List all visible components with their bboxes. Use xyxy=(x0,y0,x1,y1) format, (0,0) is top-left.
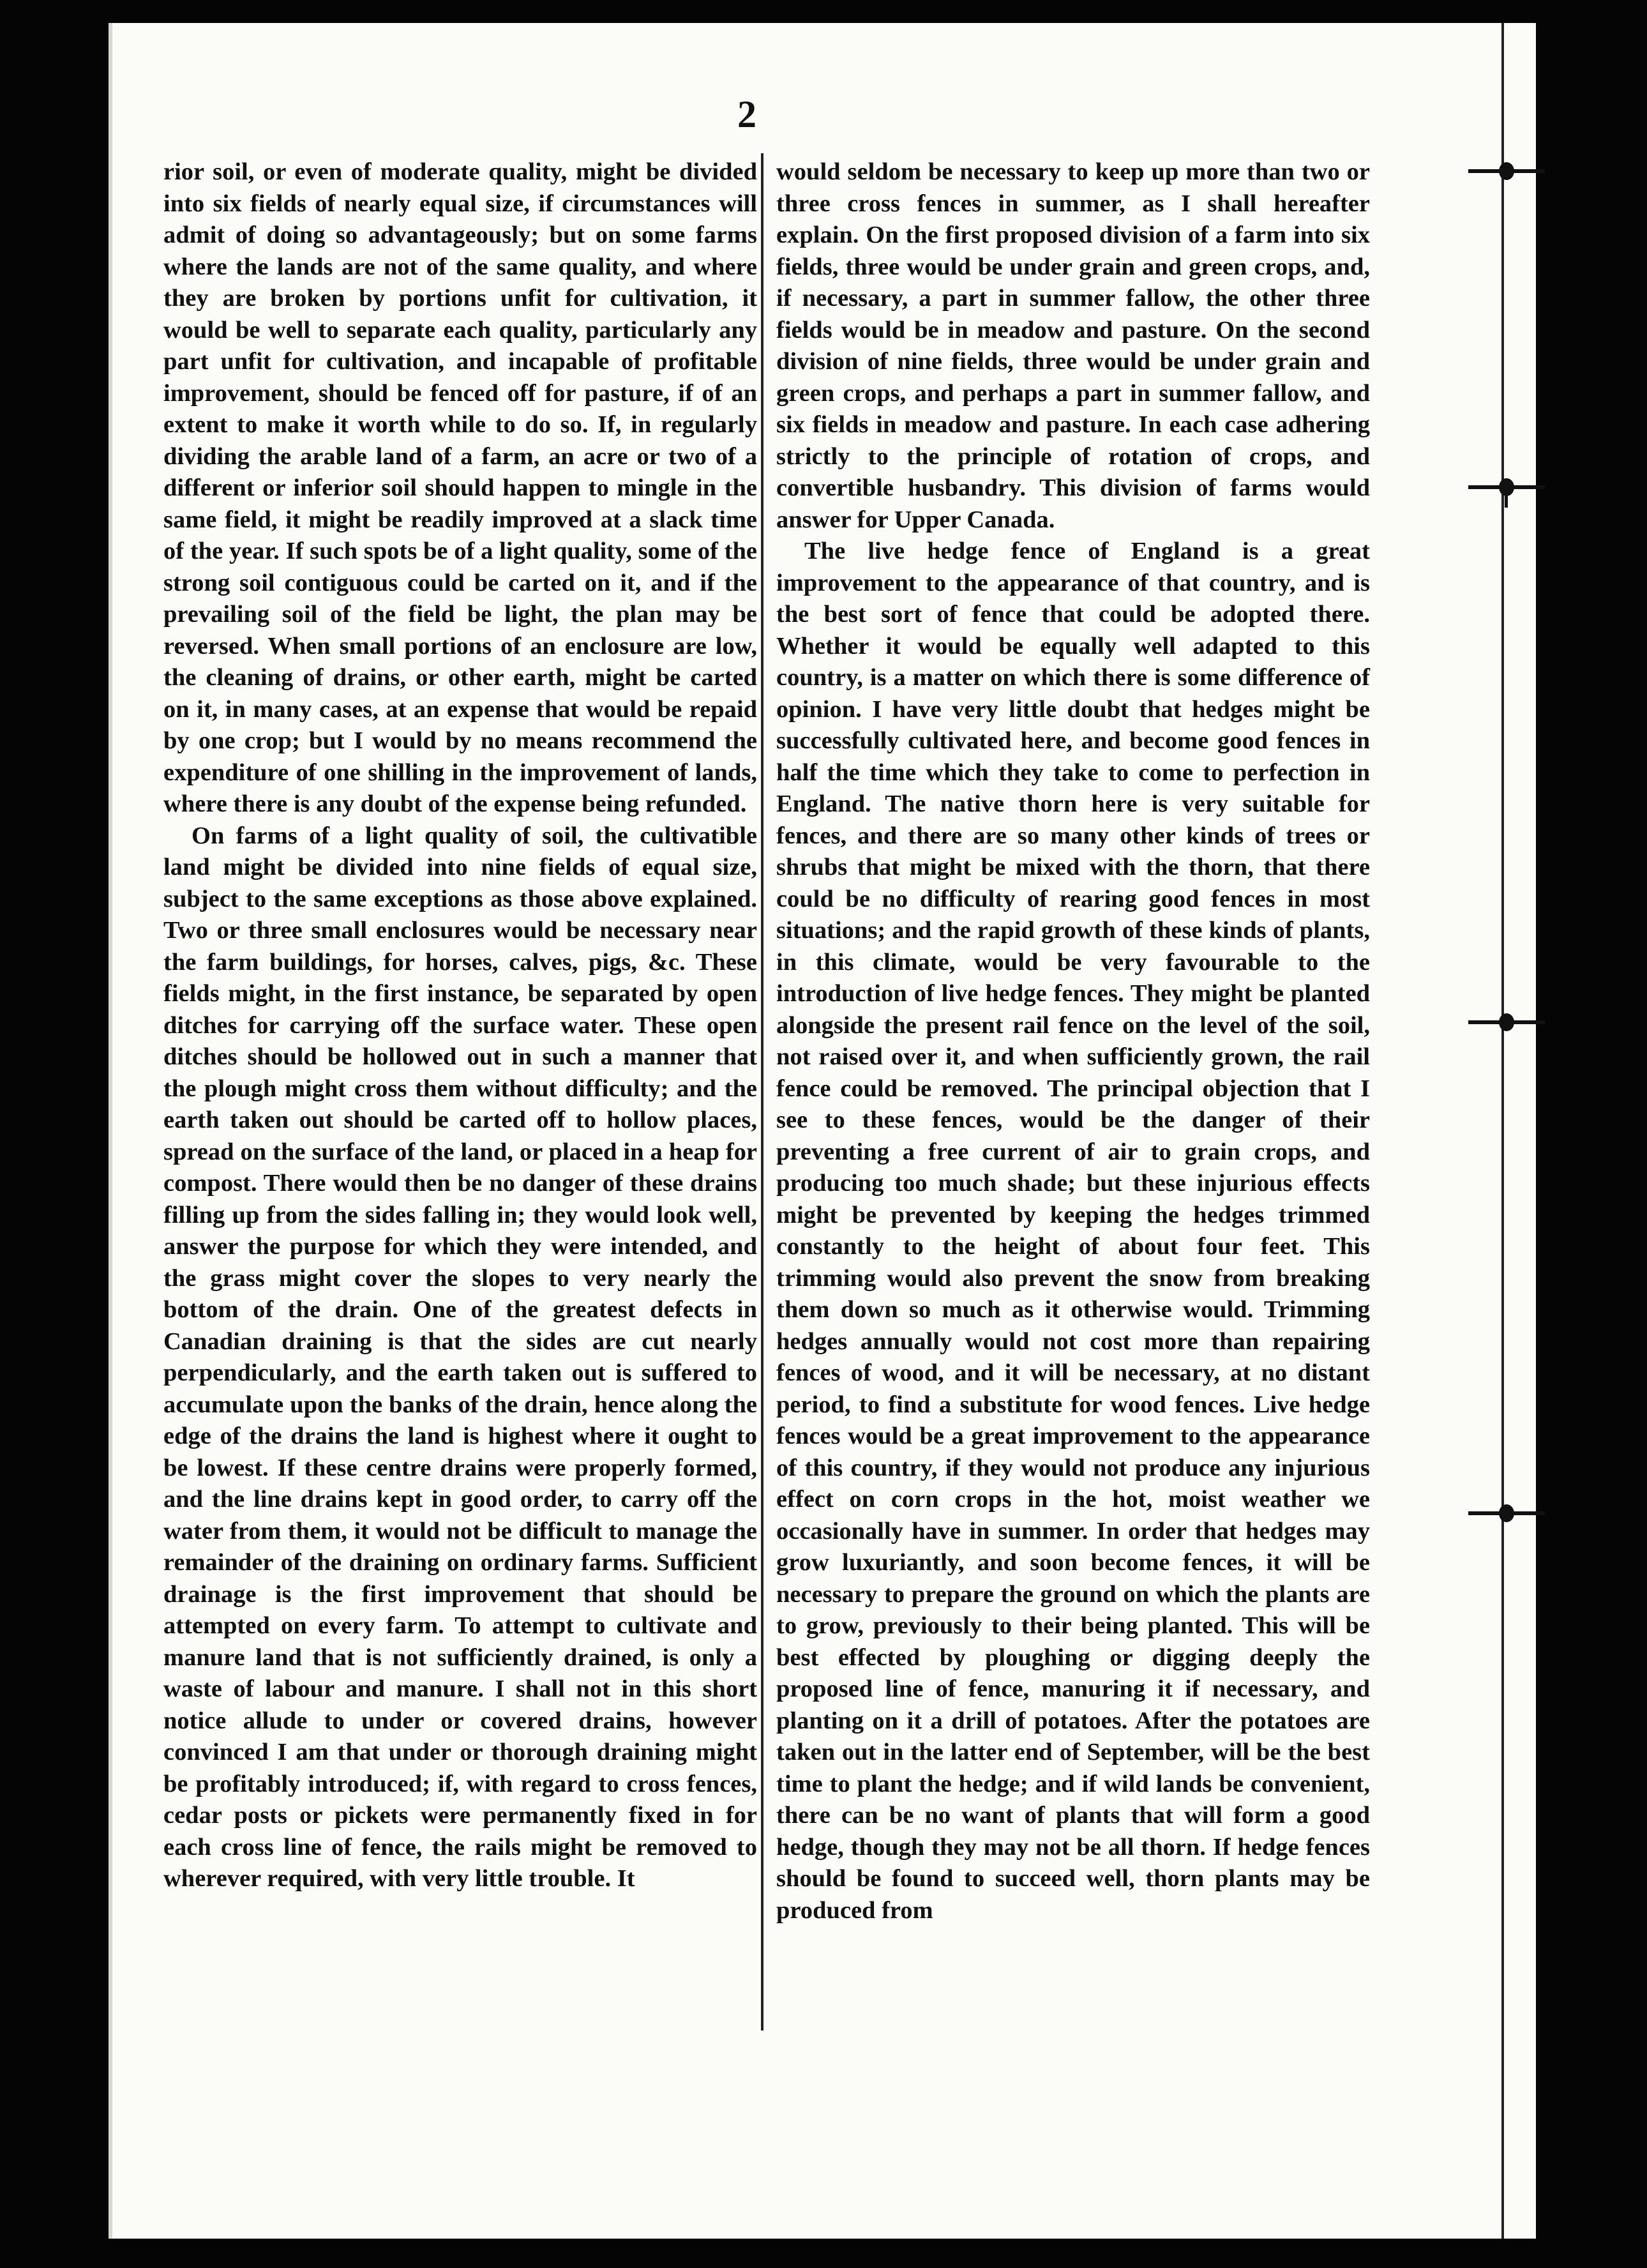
paragraph: On farms of a light quality of soil, the cultivatible land might be divided into nine fields of equal size, subject to the same exceptions as those above explained. Two or three small enclosures would be necessary near the farm buildings, for horses, calves, pigs, &c. These fields might, in the first instance, be separated by open ditches for carrying off the surface water. These open ditches should be hollowed out in such a manner that the plough might cross them without difficulty; and the earth taken out should be carted off to hollow places, spread on the surface of the land, or placed in a heap for compost. There would then be no danger of these drains filling up from the sides falling in; they would look well, answer the purpose for which they were intended, and the grass might cover the slopes to very nearly the bottom of the drain. One of the greatest defects in Canadian draining is that the sides are cut nearly perpendicularly, and the earth taken out is suffered to accumulate upon the banks of the drain, hence along the edge of the drains the land is highest where it ought to be lowest. If these centre drains were properly formed, and the line drains kept in good order, to carry off the water from them, it would not be difficult to manage the remainder of the draining on ordinary farms. Sufficient drainage is the first improvement that should be attempted on every farm. To attempt to cultivate and manure land that is not sufficiently drained, is only a waste of labour and manure. I shall not in this short notice allude to under or covered drains, however convinced I am that under or thorough draining might be profitably introduced; if, with regard to cross fences, cedar posts or pickets were permanently fixed in for each cross line of fence, the rails might be removed to wherever required, with very little trouble. It xyxy=(163,822,757,1892)
right-column xyxy=(776,156,1370,1926)
paragraph: The live hedge fence of England is a great improvement to the appearance of that country, and is the best sort of fence that could be adopted there. Whether it would be equally well adapted to this country, is a matter on which there is some difference of opinion. I have very little doubt that hedges might be successfully cultivated here, and become good fences in half the time which they take to come to perfection in England. The native thorn here is very suitable for fences, and there are so many other kinds of trees or shrubs that might be mixed with the thorn, that there could be no difficulty of rearing good fences in most situations; and the rapid growth of these kinds of plants, in this climate, would be very favourable to the introduction of live hedge fences. They might be planted alongside the present rail fence on the level of the soil, not raised over it, and when sufficiently grown, the rail fence could be removed. The principal objection that I see to these fences, would be the danger of their preventing a free current of air to grain crops, and producing too much shade; but these injurious effects might be prevented by keeping the hedges trimmed constantly to the height of about four feet. This trimming would also prevent the snow from breaking them down so much as it otherwise would. Trimming hedges annually would not cost more than repairing fences of wood, and it will be necessary, at no distant period, to find a substitute for wood fences. Live hedge fences would be a great improvement to the appearance of this country, if they would not produce any injurious effect on corn crops in the hot, moist weather we occasionally have in summer. In order that hedges may grow luxuriantly, and soon become fences, it will be necessary to prepare the ground on which the plants are to grow, previously to their being planted. This will be best effected by ploughing or digging deeply the proposed line of fence, manuring it if necessary, and planting on it a drill of potatoes. After the potatoes are taken out in the latter end of September, will be the best time to plant the hedge; and if wild lands be convenient, there can be no want of plants that will form a good hedge, though they may not be all thorn. If hedge fences should be found to succeed well, thorn plants may be produced from xyxy=(776,538,1370,1924)
paragraph: rior soil, or even of moderate quality, might be divided into six fields of nearly equal size, if circumstances will admit of doing so advantageously; but on some farms where the lands are not of the same quality, and where they are broken by portions unfit for cultivation, it would be well to separate each quality, particularly any part unfit for cultivation, and incapable of profitable improvement, should be fenced off for pasture, if of an extent to make it worth while to do so. If, in regularly dividing the arable land of a farm, an acre or two of a different or inferior soil should happen to mingle in the same field, it might be readily improved at a slack time of the year. If such spots be of a light quality, some of the strong soil contiguous could be carted on it, and if the prevailing soil of the field be light, the plan may be reversed. When small portions of an enclosure are low, the cleaning of drains, or other earth, might be carted on it, in many cases, at an expense that would be repaid by one crop; but I would by no means recommend the expenditure of one shilling in the improvement of lands, where there is any doubt of the expense being refunded. xyxy=(163,158,757,817)
column-divider xyxy=(761,153,763,2030)
paragraph: would seldom be necessary to keep up more than two or three cross fences in summer, as I shall hereafter explain. On the first proposed division of a farm into six fields, three would be under grain and green crops, and, if necessary, a part in summer fallow, the other three fields would be in meadow and pasture. On the second division of nine fields, three would be under grain and green crops, and perhaps a part in summer fallow, and six fields in meadow and pasture. In each case adhering strictly to the principle of rotation of crops, and convertible husbandry. This division of farms would answer for Upper Canada. xyxy=(776,158,1370,533)
page-number: 2 xyxy=(737,93,756,135)
page-edge-rule xyxy=(1501,23,1504,2239)
left-column xyxy=(163,156,757,1895)
